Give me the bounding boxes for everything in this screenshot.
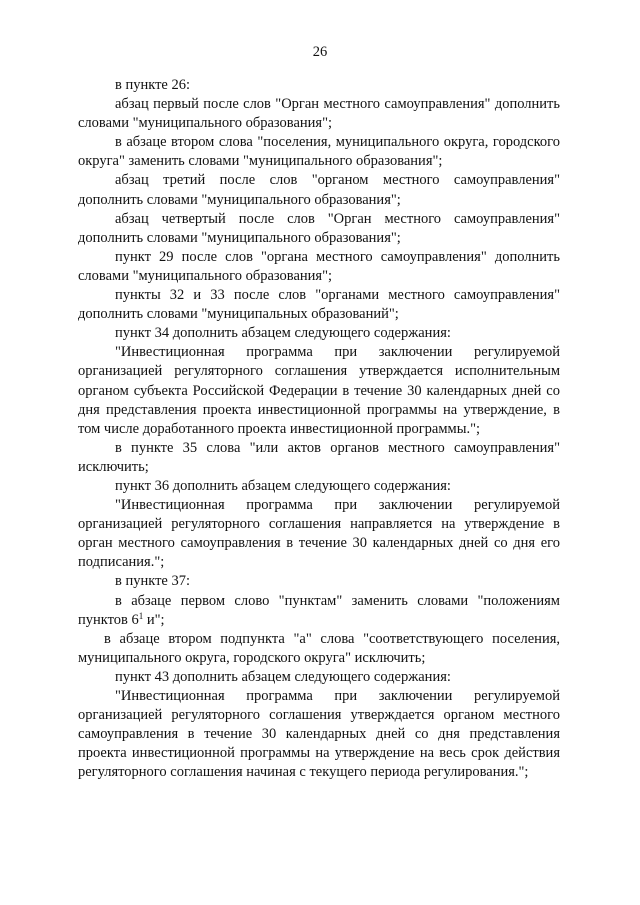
paragraph-p29: пункт 29 после слов "органа местного самоуправления" дополнить словами "муниципального образования"; xyxy=(78,248,560,284)
paragraph-p43-intro: пункт 43 дополнить абзацем следующего содержания: xyxy=(115,668,451,685)
paragraph-p36-intro: пункт 36 дополнить абзацем следующего содержания: xyxy=(115,477,451,494)
paragraph-p26-abzac1: абзац первый после слов "Орган местного самоуправления" дополнить словами "муниципального образования"; xyxy=(78,96,560,132)
paragraph-p34-quote: "Инвестиционная программа при заключении регулируемой организацией регуляторного соглашения утверждается исполнительным органом субъекта Российской Федерации в течение 30 календарных дней со дня представления проекта инвестиционной программы на утверждение, в том числе доработанного проекта инвестиционной программы."; xyxy=(78,344,560,437)
paragraph-p26-abzac4: абзац четвертый после слов "Орган местного самоуправления" дополнить словами "муниципального образования"; xyxy=(78,210,560,246)
paragraph-p37-abzac2: в абзаце втором подпункта "а" слова "соответствующего поселения, муниципального округа, городского округа" исключить; xyxy=(78,630,560,666)
document-body xyxy=(78,76,560,782)
paragraph-p26-abzac2: в абзаце втором слова "поселения, муниципального округа, городского округа" заменить словами "муниципального образования"; xyxy=(78,134,560,170)
page-number: 26 xyxy=(312,44,328,60)
paragraph-p37-intro: в пункте 37: xyxy=(115,573,191,590)
paragraph-p37-abzac1-text: в абзаце первом слово "пунктам" заменить словами "положениям пунктов 6 xyxy=(78,592,560,628)
paragraph-p26-abzac3: абзац третий после слов "органом местного самоуправления" дополнить словами "муниципального образования"; xyxy=(78,172,560,208)
paragraph-p35: в пункте 35 слова "или актов органов местного самоуправления" исключить; xyxy=(78,439,560,475)
superscript-index: 1 xyxy=(138,610,144,621)
paragraph-p37-abzac1 xyxy=(78,592,560,630)
paragraph-intro-p26: в пункте 26: xyxy=(115,77,191,93)
paragraph-p37-abzac1-tail: и"; xyxy=(143,611,165,628)
paragraph-p32-33: пункты 32 и 33 после слов "органами местного самоуправления" дополнить словами "муниципальных образований"; xyxy=(78,287,560,323)
paragraph-p34-intro: пункт 34 дополнить абзацем следующего содержания: xyxy=(115,325,451,342)
paragraph-p36-quote: "Инвестиционная программа при заключении регулируемой организацией регуляторного соглашения направляется на утверждение в орган местного самоуправления в течение 30 календарных дней со дня его подписания."; xyxy=(78,497,560,571)
paragraph-p43-quote: "Инвестиционная программа при заключении регулируемой организацией регуляторного соглашения утверждается органом местного самоуправления в течение 30 календарных дней со дня представления проекта инвестиционной программы на утверждение на весь срок действия регуляторного соглашения начиная с текущего периода регулирования."; xyxy=(78,688,560,781)
